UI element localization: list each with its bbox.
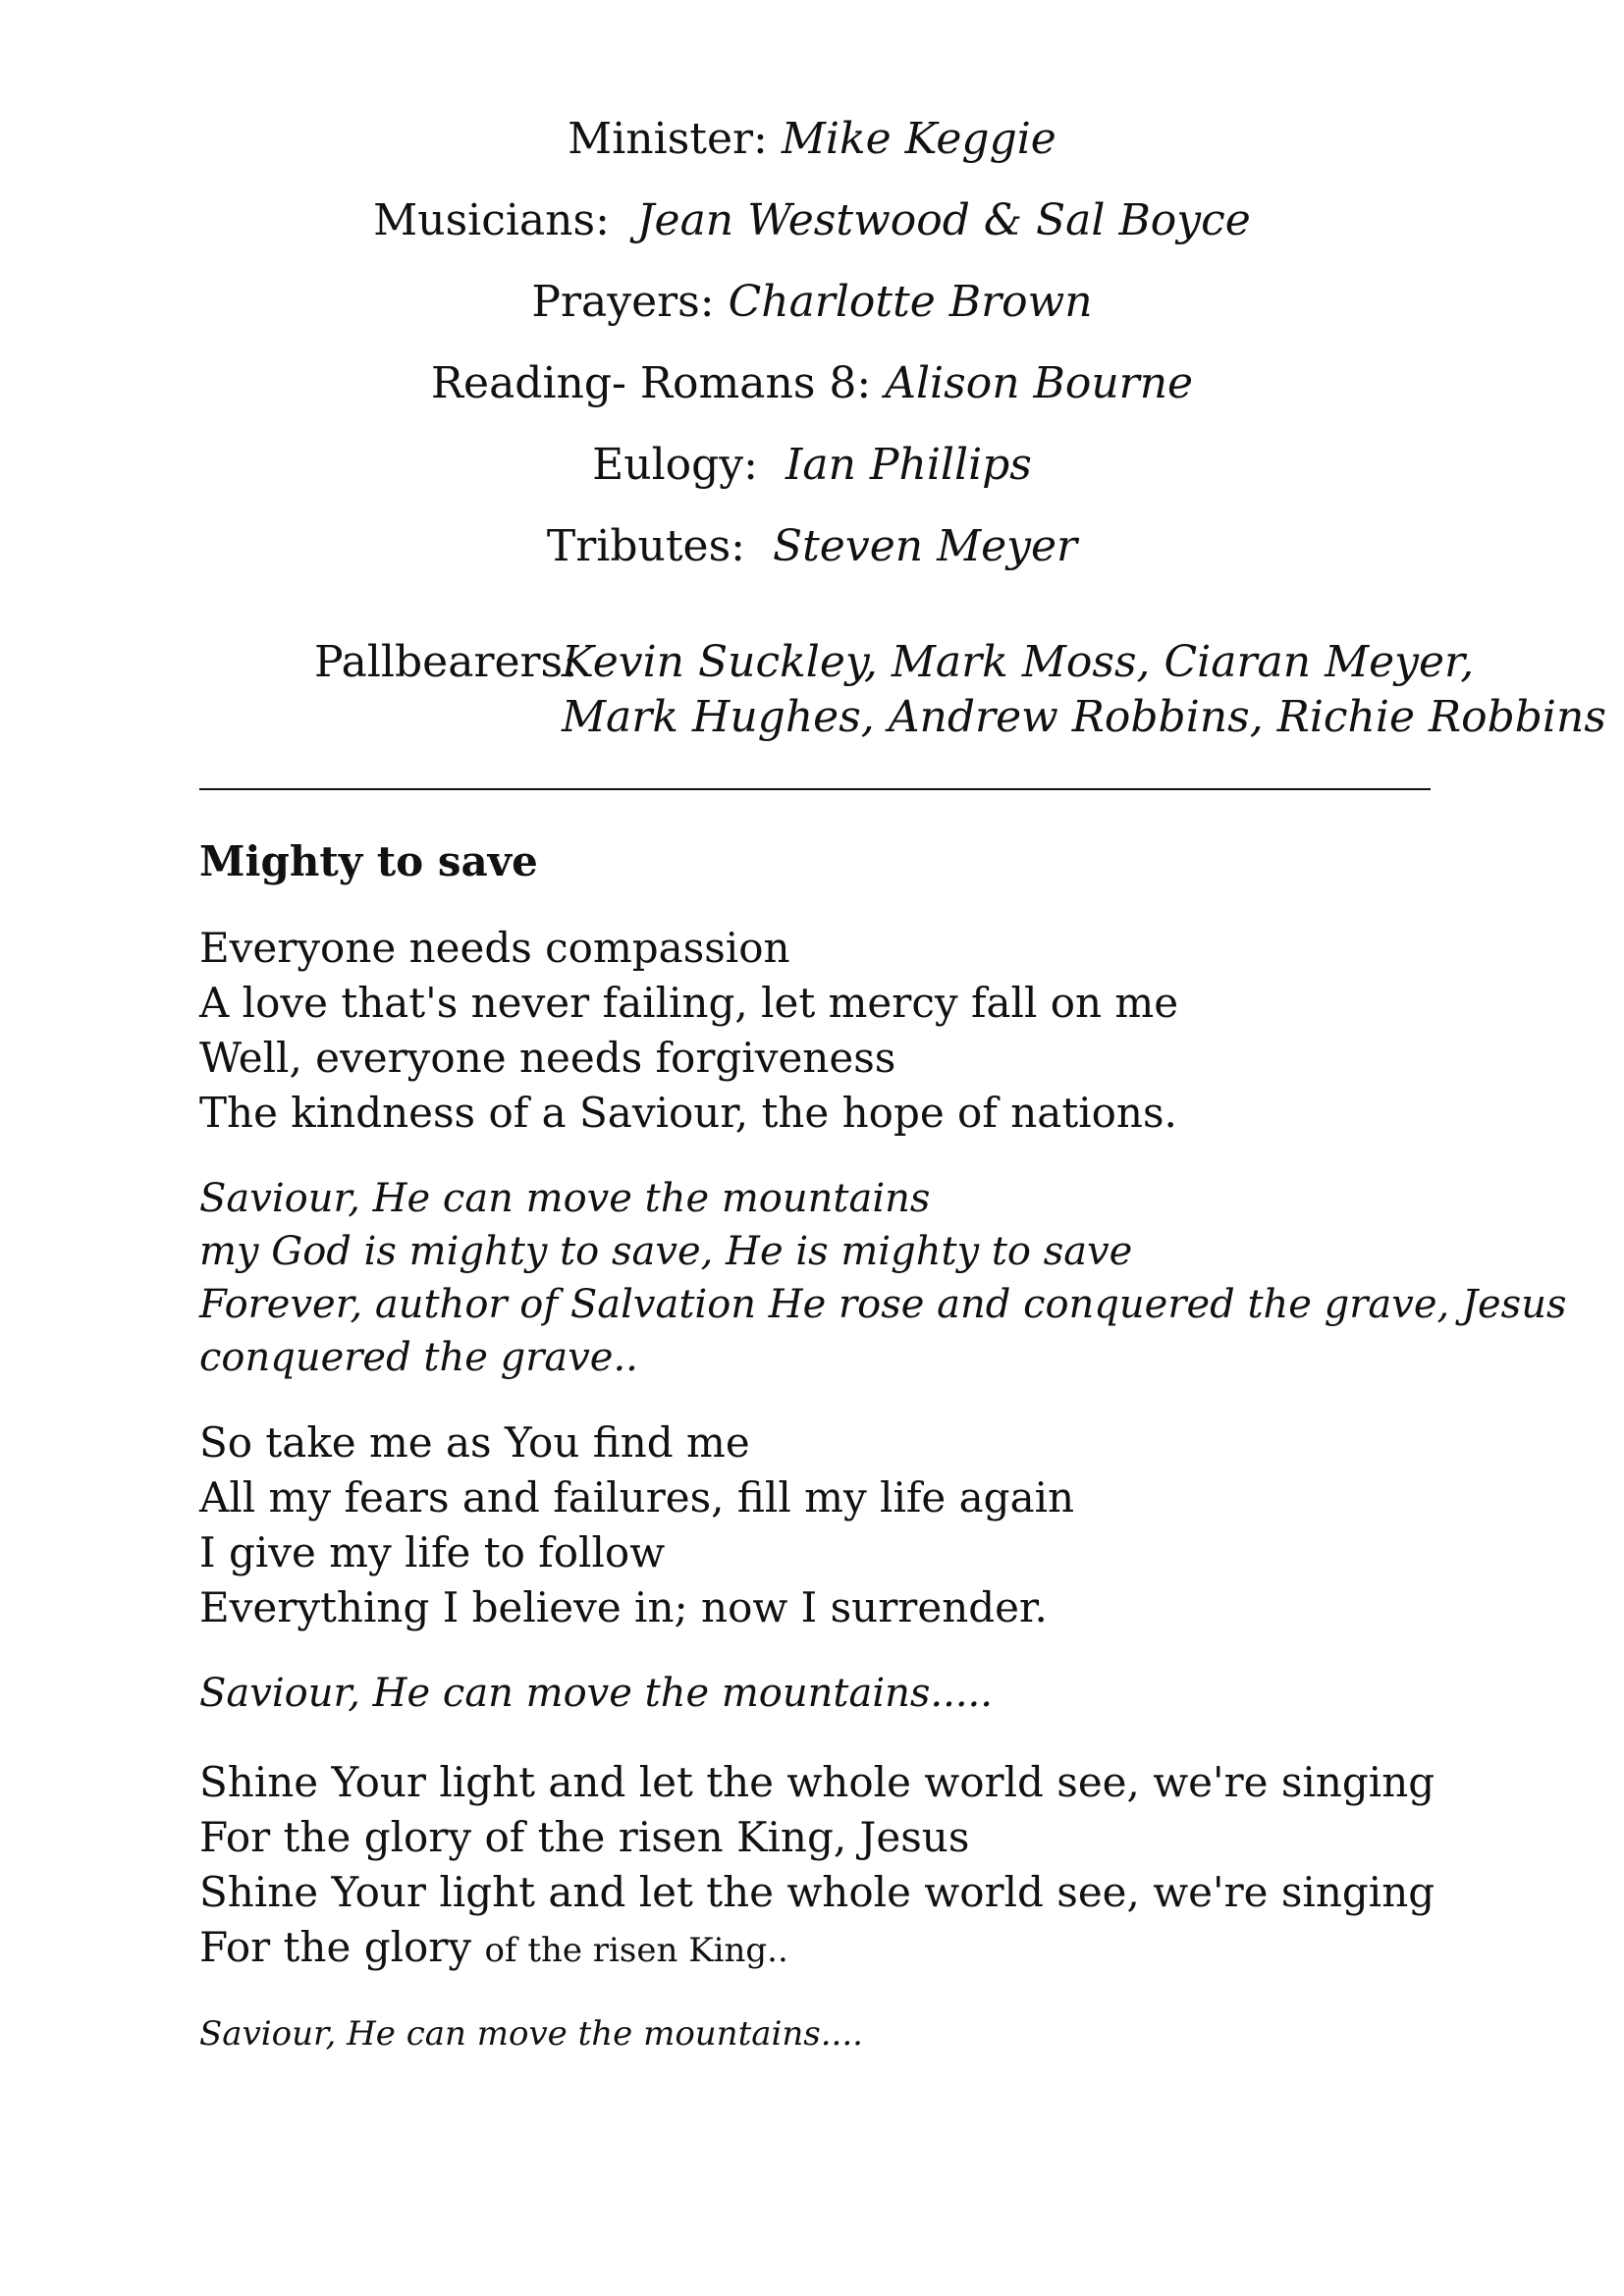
verse-2 [199,1415,1436,1635]
lyric-line: my God is mighty to save, He is mighty to save [199,1229,1133,1274]
lyric-line: The kindness of a Saviour, the hope of nations. [199,1089,1177,1137]
lyric-line: Saviour, He can move the mountains..... [199,1671,993,1716]
credit-eulogy [0,436,1624,517]
lyric-line: Everyone needs compassion [199,924,790,972]
credit-role: Eulogy: [592,440,758,490]
lyric-line: I give my life to follow [199,1528,666,1576]
section-divider [199,788,1431,790]
lyric-fragment: For the glory [199,1923,485,1971]
chorus [199,1172,1567,1384]
chorus-reprise-1 [199,1667,1436,1720]
chorus-reprise-2 [199,2009,1436,2058]
credit-role: Musicians: [373,195,610,245]
pallbearers-names-line2: Mark Hughes, Andrew Robbins, Richie Robbins [562,692,1606,742]
credit-tributes [0,517,1624,599]
bridge [199,1755,1436,1978]
credit-role: Prayers: [531,277,715,327]
credit-role: Minister: [568,114,768,164]
credit-minister [0,110,1624,191]
lyric-line: All my fears and failures, fill my life again [199,1473,1075,1522]
lyric-line: Forever, author of Salvation He rose and conquered the grave, Jesus [199,1282,1567,1327]
credit-name: Charlotte Brown [728,277,1093,327]
credit-musicians [0,191,1624,273]
verse-1 [199,921,1436,1141]
pallbearers-names [562,635,1606,745]
credit-prayers [0,273,1624,354]
lyric-line: A love that's never failing, let mercy fall on me [199,979,1179,1027]
lyric-line [199,1920,1436,1978]
lyric-line: So take me as You find me [199,1418,750,1467]
lyric-line: For the glory of the risen King, Jesus [199,1813,970,1861]
credit-name: Ian Phillips [785,440,1032,490]
credit-name: Alison Bourne [885,358,1194,408]
lyric-fragment-small: of the risen King.. [484,1931,788,1970]
pallbearers-names-line1: Kevin Suckley, Mark Moss, Ciaran Meyer, [562,637,1475,687]
credit-role: Tributes: [546,521,745,571]
lyric-line: Shine Your light and let the whole world see, we're singing [199,1758,1435,1806]
lyric-line: Shine Your light and let the whole world see, we're singing [199,1868,1435,1916]
song-title: Mighty to save [199,837,538,885]
lyric-line: conquered the grave.. [199,1335,638,1380]
credit-name: Mike Keggie [781,114,1056,164]
song-lyrics [199,921,1567,2090]
lyric-line: Well, everyone needs forgiveness [199,1034,896,1082]
lyric-line: Everything I believe in; now I surrender. [199,1583,1048,1631]
credit-role: Reading- Romans 8: [430,358,872,408]
credit-name: Jean Westwood & Sal Boyce [636,195,1251,245]
credit-name: Steven Meyer [772,521,1078,571]
pallbearers-label: Pallbearers: [314,637,577,687]
service-credits [0,110,1624,599]
lyric-line: Saviour, He can move the mountains.... [199,2014,863,2054]
lyric-line: Saviour, He can move the mountains [199,1176,931,1221]
credit-reading [0,354,1624,436]
